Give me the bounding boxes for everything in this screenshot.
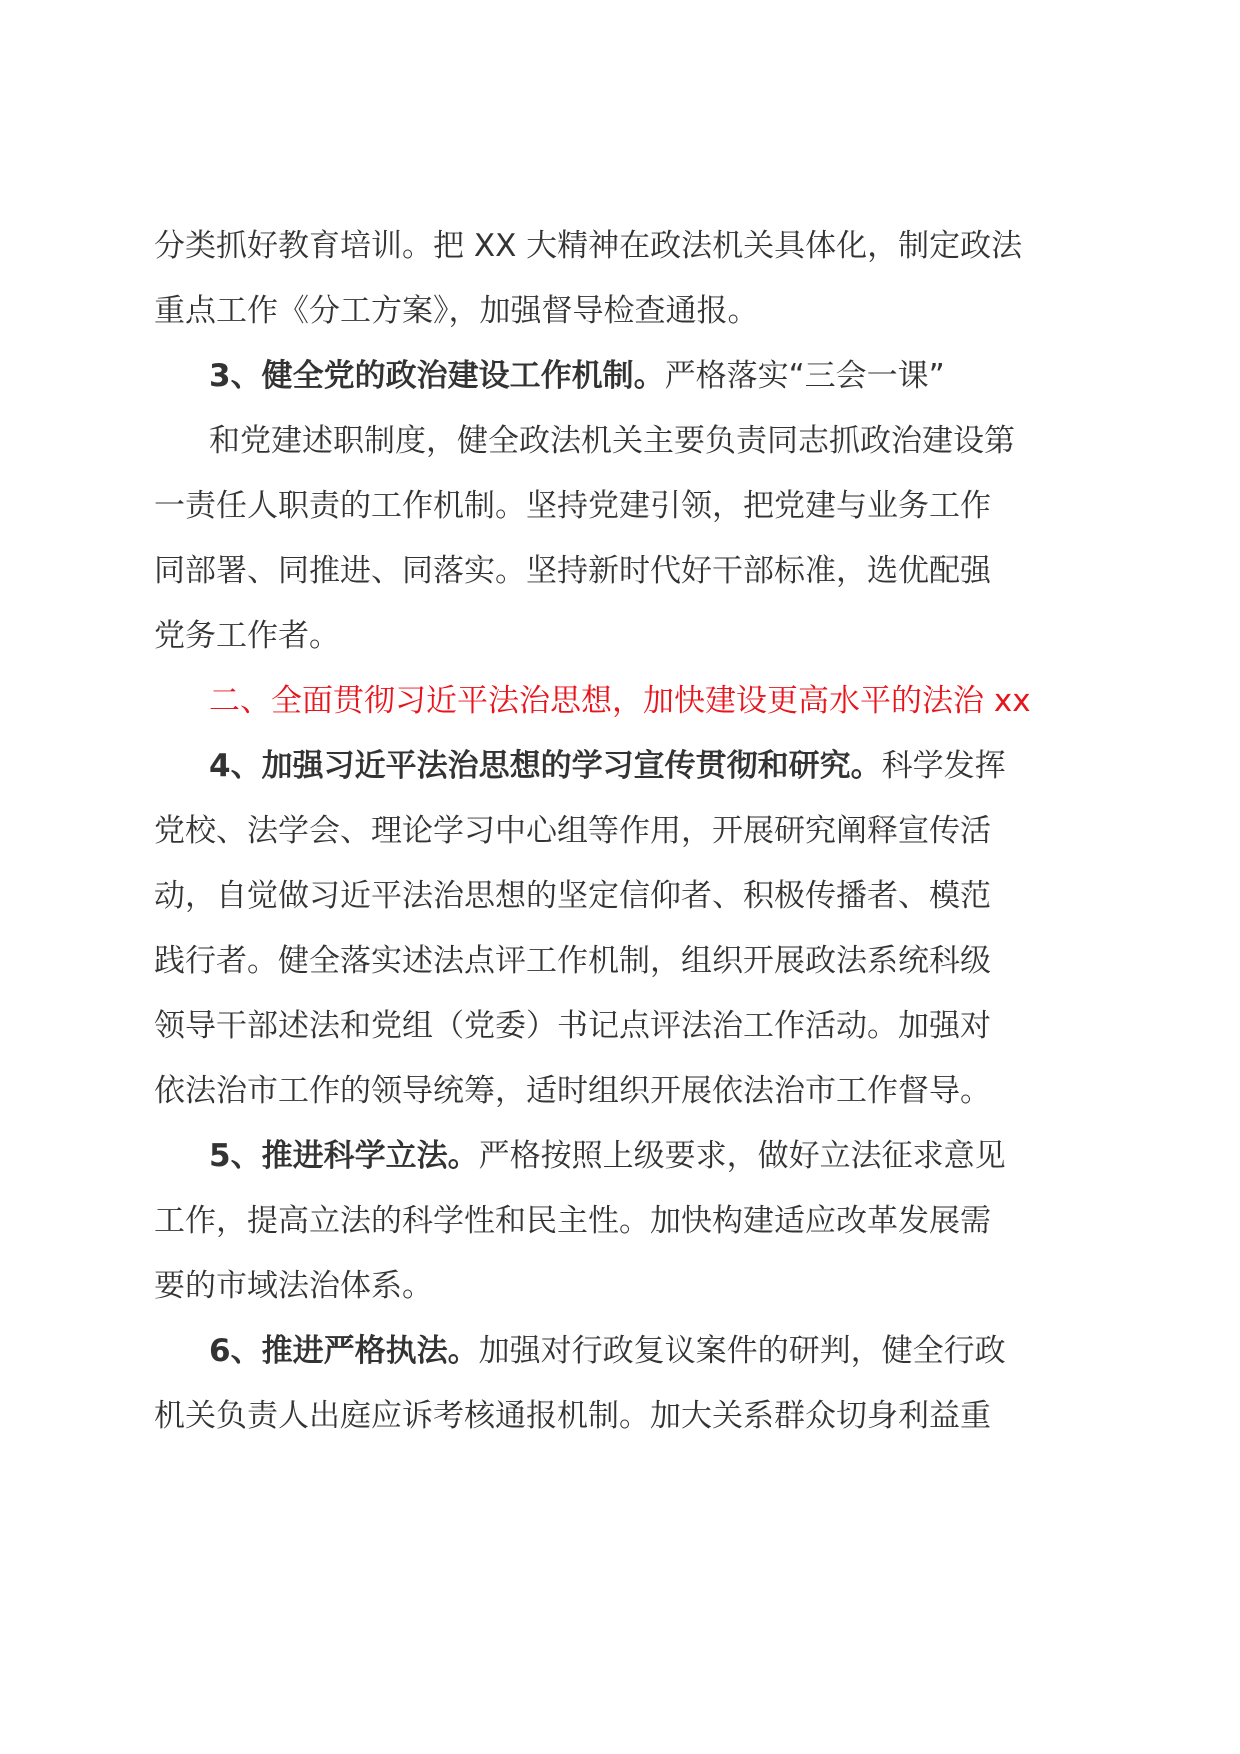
line-text: 和党建述职制度，健全政法机关主要负责同志抓政治建设第: [209, 423, 1015, 459]
text-line: [154, 409, 1094, 474]
text-line: [154, 214, 1094, 279]
line-text: 工作，提高立法的科学性和民主性。加快构建适应改革发展需: [154, 1203, 991, 1239]
section-heading-line: [154, 669, 1094, 734]
text-line: [154, 799, 1094, 864]
text-line: [154, 734, 1094, 799]
text-line: [154, 474, 1094, 539]
text-line: [154, 1319, 1094, 1384]
text-line: [154, 279, 1094, 344]
line-text: 领导干部述法和党组（党委）书记点评法治工作活动。加强对: [154, 1008, 991, 1044]
item-heading: 4、加强习近平法治思想的学习宣传贯彻和研究。: [209, 748, 882, 784]
line-text: 机关负责人出庭应诉考核通报机制。加大关系群众切身利益重: [154, 1398, 991, 1434]
line-text: 一责任人职责的工作机制。坚持党建引领，把党建与业务工作: [154, 488, 991, 524]
text-line: [154, 604, 1094, 669]
text-line: [154, 1059, 1094, 1124]
text-line: [154, 994, 1094, 1059]
text-line: [154, 1384, 1094, 1449]
text-line: [154, 344, 1094, 409]
line-text: 动，自觉做习近平法治思想的坚定信仰者、积极传播者、模范: [154, 878, 991, 914]
text-line: [154, 864, 1094, 929]
text-line: [154, 1124, 1094, 1189]
line-text: 要的市域法治体系。: [154, 1268, 433, 1304]
line-text: 依法治市工作的领导统筹，适时组织开展依法治市工作督导。: [154, 1073, 991, 1109]
line-text: 党务工作者。: [154, 618, 340, 654]
line-text: 分类抓好教育培训。把 XX 大精神在政法机关具体化，制定政法: [154, 228, 1023, 264]
line-text: 二、全面贯彻习近平法治思想，加快建设更高水平的法治 xx: [209, 683, 1031, 719]
item-heading: 6、推进严格执法。: [209, 1333, 479, 1369]
item-heading: 3、健全党的政治建设工作机制。: [209, 358, 665, 394]
item-heading: 5、推进科学立法。: [209, 1138, 479, 1174]
line-text: 践行者。健全落实述法点评工作机制，组织开展政法系统科级: [154, 943, 991, 979]
text-line: [154, 929, 1094, 994]
line-text: 严格落实“三会一课”: [664, 358, 945, 394]
line-text: 党校、法学会、理论学习中心组等作用，开展研究阐释宣传活: [154, 813, 991, 849]
text-line: [154, 1254, 1094, 1319]
line-text: 同部署、同推进、同落实。坚持新时代好干部标准，选优配强: [154, 553, 991, 589]
document-body: [154, 214, 1094, 1449]
line-text: 严格按照上级要求，做好立法征求意见: [478, 1138, 1006, 1174]
text-line: [154, 539, 1094, 604]
text-line: [154, 1189, 1094, 1254]
line-text: 科学发挥: [881, 748, 1006, 784]
line-text: 重点工作《分工方案》，加强督导检查通报。: [154, 293, 759, 329]
line-text: 加强对行政复议案件的研判，健全行政: [478, 1333, 1006, 1369]
